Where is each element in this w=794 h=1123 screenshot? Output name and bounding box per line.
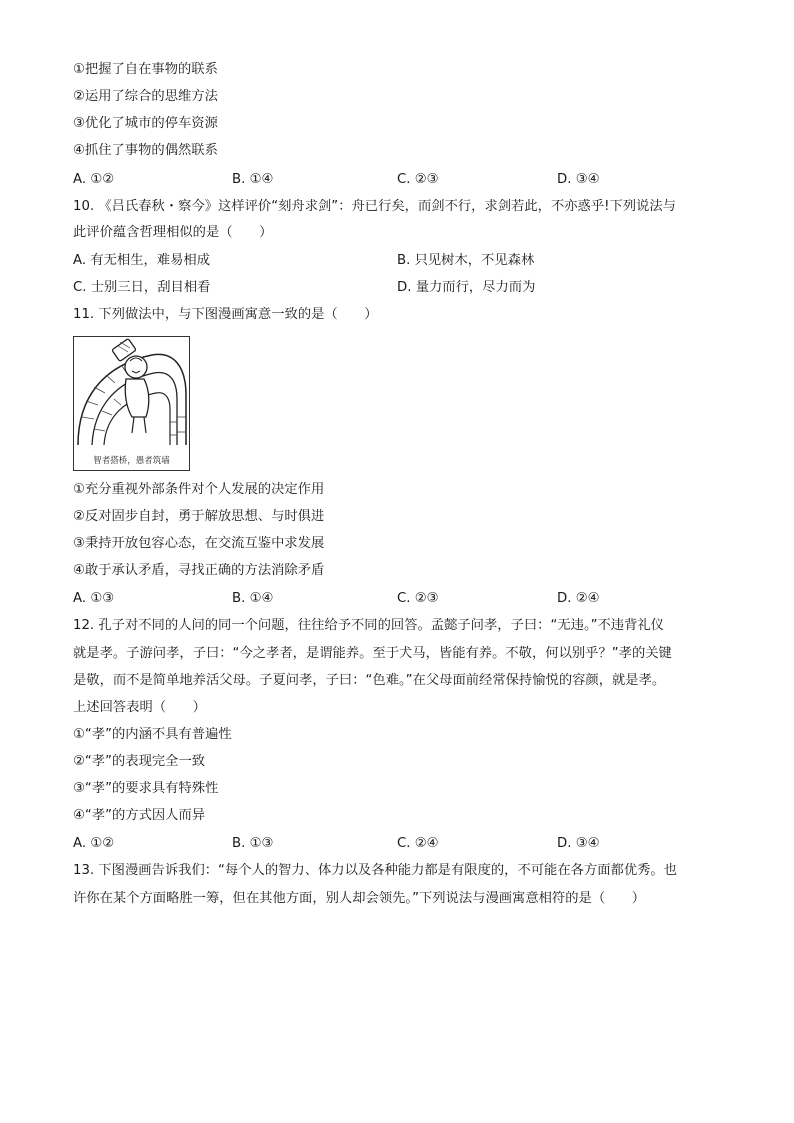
q11-option-c[interactable]: C. ②③ — [397, 591, 439, 606]
q12-stem-line-4: 上述回答表明（ ） — [73, 700, 206, 715]
q12-stem-line-3: 是敬，而不是简单地养活父母。子夏问孝，子曰：“色难。”在父母面前经常保持愉悦的容颜，就是孝。 — [73, 673, 666, 688]
q10-option-a[interactable]: A. 有无相生，难易相成 — [73, 253, 210, 268]
q9-option-d[interactable]: D. ③④ — [557, 172, 600, 187]
q9-option-a[interactable]: A. ①② — [73, 172, 115, 187]
q10-stem-line-1: 10. 《吕氏春秋・察今》这样评价“刻舟求剑”：舟已行矣，而剑不行，求剑若此，不亦惑乎!下列说法与 — [73, 199, 676, 214]
q9-statement-4: ④抓住了事物的偶然联系 — [73, 143, 218, 158]
q11-statement-4: ④敢于承认矛盾，寻找正确的方法消除矛盾 — [73, 563, 325, 578]
q10-option-b[interactable]: B. 只见树木，不见森林 — [397, 253, 535, 268]
q12-statement-2: ②“孝”的表现完全一致 — [73, 754, 206, 769]
q11-cartoon — [73, 336, 190, 471]
q9-option-c[interactable]: C. ②③ — [397, 172, 439, 187]
q11-stem: 11. 下列做法中，与下图漫画寓意一致的是（ ） — [73, 307, 378, 322]
q12-option-b[interactable]: B. ①③ — [232, 836, 274, 851]
q12-option-c[interactable]: C. ②④ — [397, 836, 439, 851]
q13-stem-line-2: 许你在某个方面略胜一筹，但在其他方面，别人却会领先。”下列说法与漫画寓意相符的是（ ） — [73, 891, 646, 906]
q12-stem-line-2: 就是孝。子游问孝，子曰：“今之孝者，是谓能养。至于犬马，皆能有养。不敬，何以别乎？”孝的关键 — [73, 646, 672, 661]
q11-statement-3: ③秉持开放包容心态，在交流互鉴中求发展 — [73, 536, 325, 551]
q12-statement-1: ①“孝”的内涵不具有普遍性 — [73, 727, 232, 742]
q11-option-b[interactable]: B. ①④ — [232, 591, 274, 606]
q11-statement-2: ②反对固步自封，勇于解放思想、与时俱进 — [73, 509, 325, 524]
q12-statement-3: ③“孝”的要求具有特殊性 — [73, 781, 219, 796]
q10-option-c[interactable]: C. 士别三日，刮目相看 — [73, 280, 211, 295]
q11-statement-1: ①充分重视外部条件对个人发展的决定作用 — [73, 482, 325, 497]
q9-option-b[interactable]: B. ①④ — [232, 172, 274, 187]
cartoon-caption: 智者搭桥，愚者筑墙 — [93, 456, 170, 466]
q11-option-a[interactable]: A. ①③ — [73, 591, 115, 606]
q10-stem-line-2: 此评价蕴含哲理相似的是（ ） — [73, 225, 273, 240]
q10-option-d[interactable]: D. 量力而行，尽力而为 — [397, 280, 536, 295]
q12-statement-4: ④“孝”的方式因人而异 — [73, 808, 206, 823]
q9-statement-1: ①把握了自在事物的联系 — [73, 62, 218, 77]
q9-statement-3: ③优化了城市的停车资源 — [73, 116, 218, 131]
q9-statement-2: ②运用了综合的思维方法 — [73, 89, 218, 104]
q12-option-d[interactable]: D. ③④ — [557, 836, 600, 851]
q11-option-d[interactable]: D. ②④ — [557, 591, 600, 606]
cartoon-drawing — [74, 337, 189, 449]
q13-stem-line-1: 13. 下图漫画告诉我们：“每个人的智力、体力以及各种能力都是有限度的，不可能在各方面都优秀。也 — [73, 863, 678, 878]
q12-option-a[interactable]: A. ①② — [73, 836, 115, 851]
q12-stem-line-1: 12. 孔子对不同的人问的同一个问题，往往给予不同的回答。孟懿子问孝，子曰：“无违。”不违背礼仪 — [73, 618, 664, 633]
